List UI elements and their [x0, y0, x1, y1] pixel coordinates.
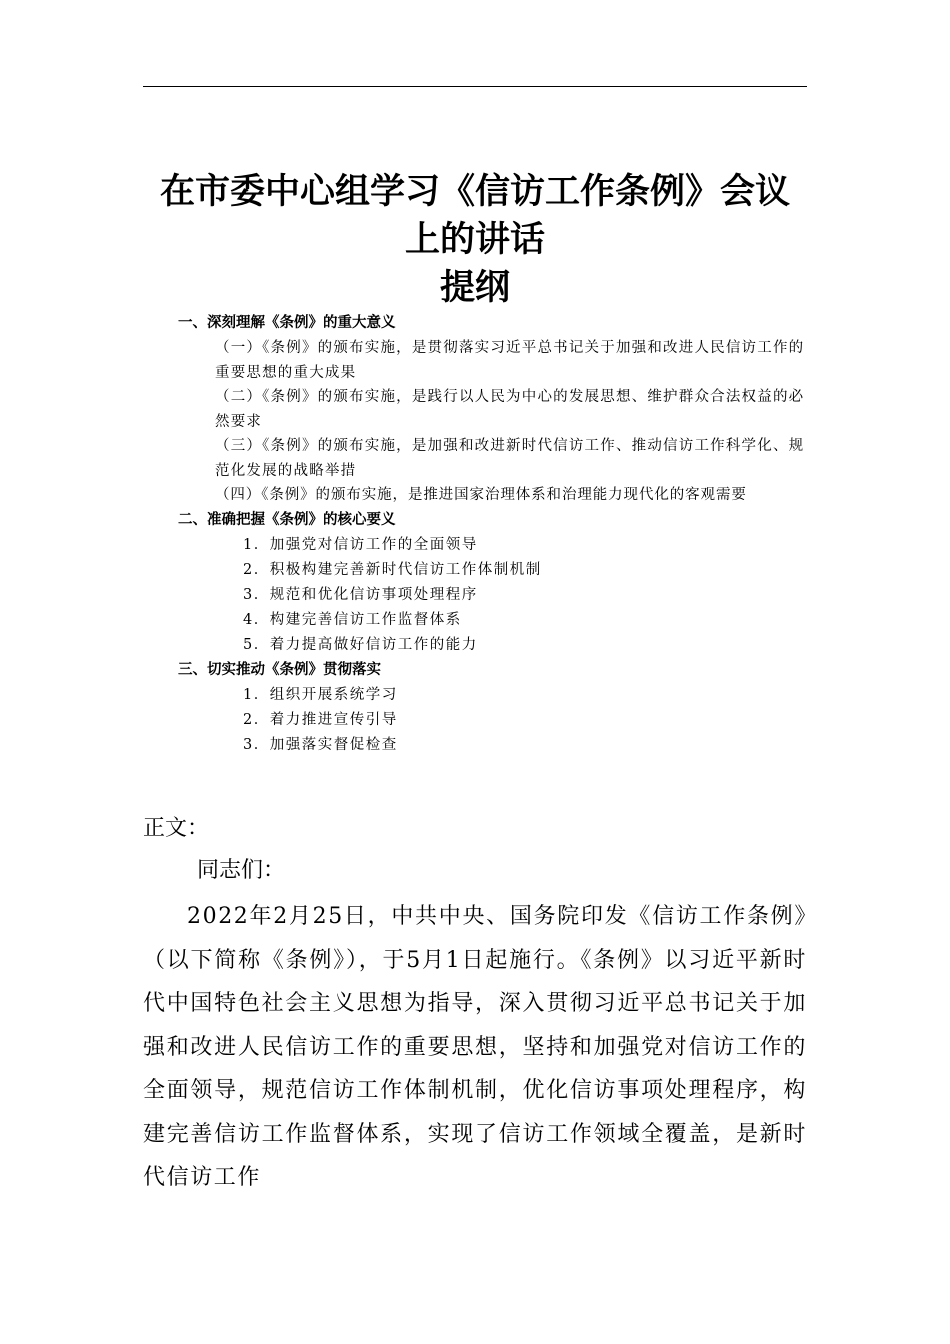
outline-item: 3．加强落实督促检查 — [243, 736, 398, 753]
outline-item: 2．积极构建完善新时代信访工作体制机制 — [243, 561, 542, 578]
body-paragraph: 2022年2月25日，中共中央、国务院印发《信访工作条例》（以下简称《条例》），于5月1日起施行。《条例》以习近平新时代中国特色社会主义思想为指导，深入贯彻习近平总书记关于加强和改进人民信访工作的重要思想，坚持和加强党对信访工作的全面领导，规范信访工作体制机制，优化信访事项处理程序，构建完善信访工作监督体系，实现了信访工作领域全覆盖，是新时代信访工作 — [143, 904, 807, 1190]
outline — [143, 311, 807, 758]
outline-paragraph: （四）《条例》的颁布实施，是推进国家治理体系和治理能力现代化的客观需要 — [215, 487, 747, 503]
outline-paragraph: （一）《条例》的颁布实施，是贯彻落实习近平总书记关于加强和改进人民信访工作的重要思想的重大成果 — [215, 340, 805, 381]
outline-section-heading: 二、准确把握《条例》的核心要义 — [178, 511, 396, 528]
outline-section-heading: 三、切实推动《条例》贯彻落实 — [178, 661, 381, 678]
outline-item: 3．规范和优化信访事项处理程序 — [243, 586, 478, 603]
outline-item: 1．加强党对信访工作的全面领导 — [243, 536, 478, 553]
outline-item: 5．着力提高做好信访工作的能力 — [243, 636, 478, 653]
outline-paragraph: （二）《条例》的颁布实施，是践行以人民为中心的发展思想、维护群众合法权益的必然要求 — [215, 389, 805, 430]
outline-section-heading: 一、深刻理解《条例》的重大意义 — [178, 315, 396, 331]
document-title — [143, 168, 807, 312]
main-text — [143, 808, 807, 1200]
body-label: 正文： — [143, 816, 210, 841]
title-line-2: 上的讲话 — [404, 220, 545, 260]
title-line-1: 在市委中心组学习《信访工作条例》会议 — [159, 172, 790, 212]
outline-item: 2．着力推进宣传引导 — [243, 711, 398, 728]
outline-item: 4．构建完善信访工作监督体系 — [243, 611, 462, 628]
outline-paragraph: （三）《条例》的颁布实施，是加强和改进新时代信访工作、推动信访工作科学化、规范化发展的战略举措 — [215, 438, 805, 479]
outline-item: 1．组织开展系统学习 — [243, 686, 398, 703]
header-rule — [143, 86, 807, 87]
title-line-3: 提纲 — [439, 268, 510, 308]
greeting: 同志们： — [197, 858, 286, 883]
